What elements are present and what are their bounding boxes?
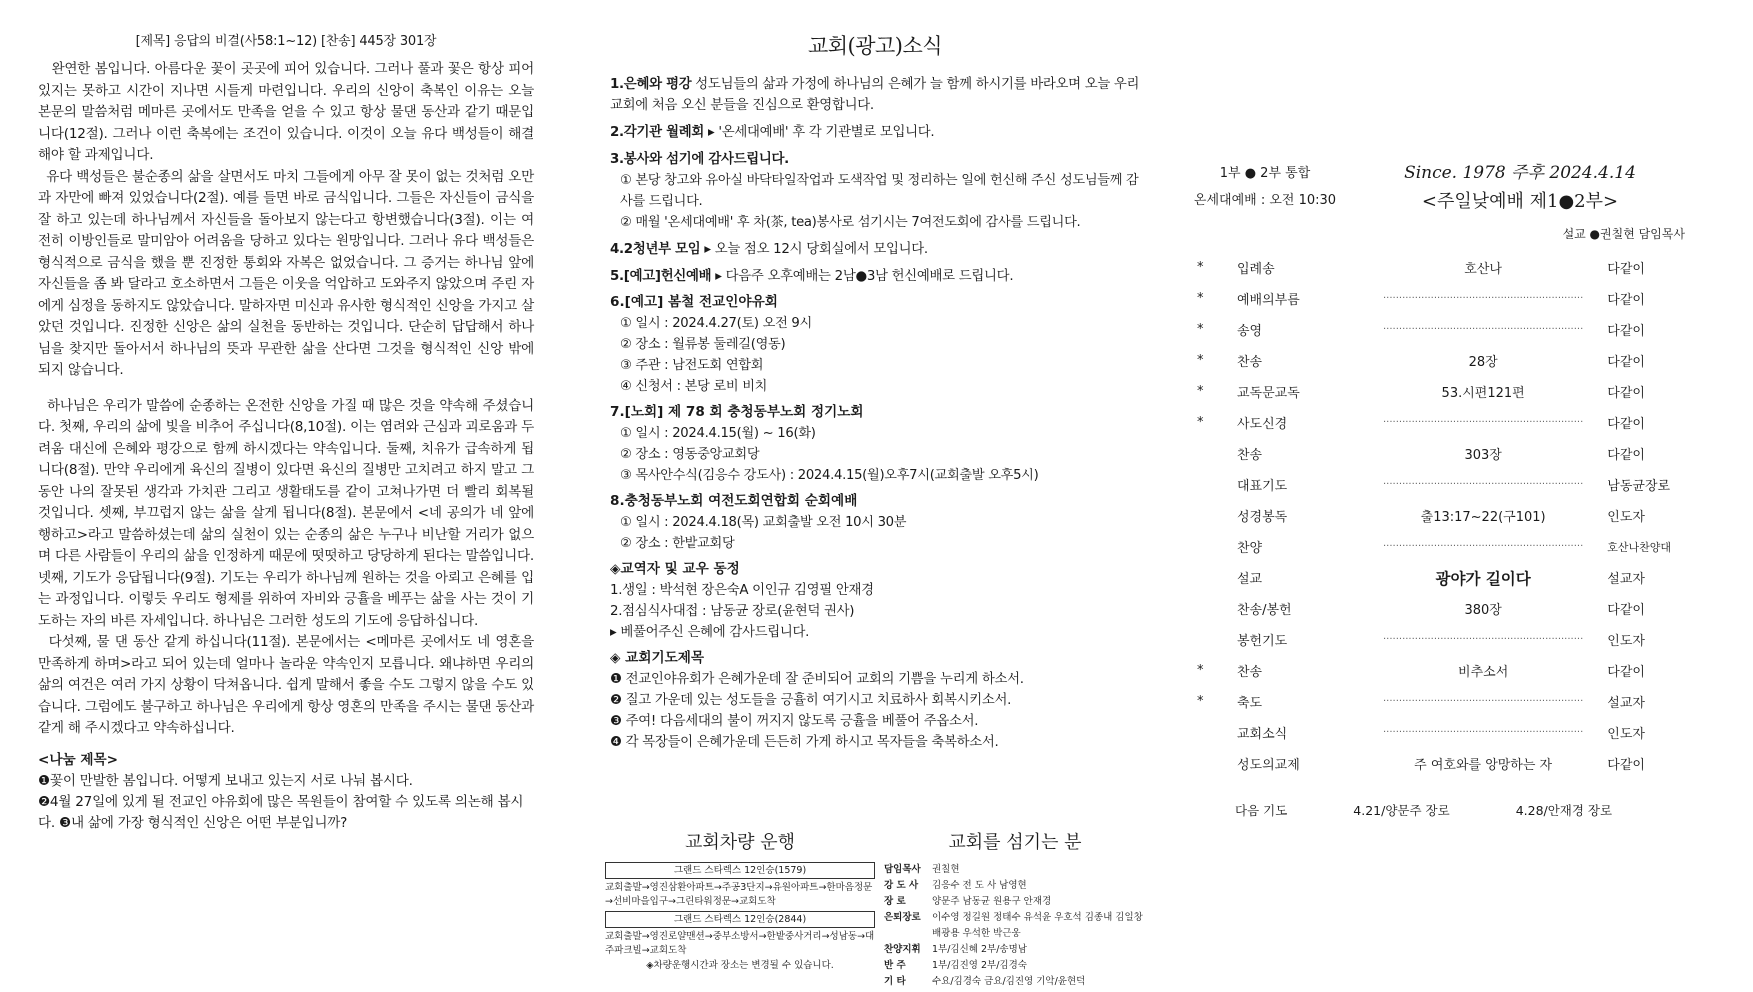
- server-row: 반 주 1부/김진영 2부/김경숙: [884, 960, 1027, 971]
- worship-row: [1175, 717, 1685, 748]
- worship-item-leader: 다같이: [1607, 665, 1645, 680]
- sermon-paragraph: 다섯째, 물 댄 동산 같게 하십니다(11절). 본문에서는 <메마른 곳에서도 네 영혼을 만족하게 하며>라고 되어 있는데 얼마나 놀라운 약속인지 모릅니다. 왜냐하면 우리의 삶의 여건은 여러 가지 상황이 닥쳐옵니다. 쉽게 말해서 좋을 수도 그렇지 않을 수도 있습니다. 그럼에도 불구하고 하나님은 우리에게 항상 영혼의 만족을 주시는 물댄 동산과 같게 해 주시겠다고 약속하십니다.: [38, 634, 534, 736]
- worship-title-block: [1355, 160, 1685, 217]
- worship-item-detail: ·······························································: [1383, 417, 1584, 428]
- worship-item-name: 교독문교독: [1237, 386, 1300, 401]
- service-time: 온세대예배 : 오전 10:30: [1193, 193, 1337, 208]
- news-subitem: ② 장소 : 영동중앙교회당: [620, 447, 760, 462]
- worship-item-detail: ·······························································: [1383, 293, 1584, 304]
- worship-star: [1175, 562, 1237, 593]
- worship-header: [1175, 160, 1685, 217]
- sermon-header: [제목] 응답의 비결(사58:1~12) [찬송] 445장 301장: [135, 34, 437, 49]
- worship-item-detail: ·······························································: [1383, 634, 1584, 645]
- worship-row: [1175, 531, 1685, 562]
- news-subitem: ② 매월 '온세대예배' 후 차(茶, tea)봉사로 섬기시는 7여전도회에 감사를 드립니다.: [620, 215, 1081, 230]
- worship-row: [1175, 624, 1685, 655]
- worship-star: *: [1197, 291, 1204, 306]
- next-prayer-1: 4.21/양문주 장로: [1353, 803, 1450, 818]
- worship-item-detail: ·······························································: [1383, 479, 1584, 490]
- bus-label: 그랜드 스타렉스 12인승(1579): [605, 862, 875, 879]
- worship-item-leader: 인도자: [1607, 727, 1645, 742]
- server-row: 찬양지휘 1부/김신혜 2부/송명남: [884, 944, 1027, 955]
- worship-star: [1175, 717, 1237, 748]
- share-item: ❶꽃이 만발한 봄입니다. 어떻게 보내고 있는지 서로 나눠 봅시다.: [38, 772, 413, 789]
- next-prayer-2: 4.28/안재경 장로: [1515, 803, 1613, 818]
- worship-item-leader: 다같이: [1607, 355, 1645, 370]
- servers-section: [884, 828, 1146, 990]
- service-info: [1175, 160, 1355, 214]
- worship-item-detail: 호산나: [1464, 262, 1502, 277]
- news-subitem: ① 일시 : 2024.4.15(월) ~ 16(화): [620, 426, 816, 441]
- worship-item-leader: 남동균장로: [1607, 479, 1671, 494]
- worship-table: [1175, 252, 1685, 779]
- worship-item-leader: 다같이: [1607, 603, 1645, 618]
- preacher: 설교 ●권칠현 담임목사: [1562, 227, 1685, 241]
- worship-row: [1175, 314, 1685, 345]
- prayer-item: ❶ 전교인야유회가 은혜가운데 잘 준비되어 교회의 기쁨을 누리게 하소서.: [610, 672, 1024, 687]
- worship-star: *: [1197, 322, 1204, 337]
- worship-item-leader: 다같이: [1607, 758, 1645, 773]
- worship-row: [1175, 345, 1685, 376]
- worship-item-name: 봉헌기도: [1237, 634, 1288, 649]
- worship-item-name: 찬송: [1237, 665, 1263, 680]
- news-item: 3.봉사와 섬기에 감사드립니다.: [610, 152, 789, 167]
- worship-item-name: 찬송: [1237, 448, 1263, 463]
- worship-star: *: [1197, 415, 1204, 430]
- news-subitem: ② 장소 : 한밭교회당: [620, 536, 735, 551]
- worship-order: [1175, 160, 1685, 819]
- staff-news-item: 1.생일 : 박석현 장은숙A 이인규 김영필 안재경: [610, 583, 874, 598]
- prayer-item: ❷ 질고 가운데 있는 성도들을 긍휼히 여기시고 치료하사 회복시키소서.: [610, 693, 1012, 708]
- worship-item-detail: 380장: [1464, 603, 1502, 618]
- worship-row: [1175, 283, 1685, 314]
- worship-item-leader: 다같이: [1607, 448, 1645, 463]
- worship-row: [1175, 438, 1685, 469]
- since-date: Since. 1978 주후 2024.4.14: [1404, 163, 1636, 183]
- worship-row: [1175, 686, 1685, 717]
- worship-item-name: 성경봉독: [1237, 510, 1288, 525]
- worship-row: [1175, 376, 1685, 407]
- worship-item-name: 찬양: [1237, 541, 1263, 556]
- vehicle-note: ◈차량운행시간과 장소는 변경될 수 있습니다.: [646, 960, 834, 971]
- worship-item-detail: ·······························································: [1383, 727, 1584, 738]
- worship-item-name: 성도의교제: [1237, 758, 1300, 773]
- worship-row: [1175, 748, 1685, 779]
- worship-item-leader: 다같이: [1607, 386, 1645, 401]
- news-item: 5.[예고]헌신예배 ▸ 다음주 오후예배는 2남●3남 헌신예배로 드립니다.: [610, 269, 1014, 284]
- worship-item-detail: ·······························································: [1383, 324, 1584, 335]
- worship-item-detail: 53.시편121편: [1441, 386, 1525, 401]
- worship-item-name: 사도신경: [1237, 417, 1288, 432]
- worship-item-detail: 비추소서: [1458, 665, 1509, 680]
- worship-item-leader: 설교자: [1607, 572, 1645, 587]
- worship-star: *: [1197, 353, 1204, 368]
- worship-star: [1175, 624, 1237, 655]
- next-prayer: [1235, 801, 1685, 819]
- worship-item-detail: 28장: [1468, 355, 1498, 370]
- worship-star: *: [1197, 694, 1204, 709]
- worship-star: [1175, 593, 1237, 624]
- worship-item-leader: 다같이: [1607, 293, 1645, 308]
- staff-news-item: ▸ 베풀어주신 은혜에 감사드립니다.: [610, 625, 810, 640]
- share-title: <나눔 제목>: [38, 751, 119, 768]
- next-prayer-label: 다음 기도: [1235, 803, 1288, 818]
- worship-title: <주일낮예배 제1●2부>: [1421, 191, 1619, 212]
- news-subitem: ③ 주관 : 남전도회 연합회: [620, 358, 764, 373]
- worship-item-name: 교회소식: [1237, 727, 1288, 742]
- worship-row: [1175, 500, 1685, 531]
- worship-item-leader: 다같이: [1607, 324, 1645, 339]
- prayer-title: ◈ 교회기도제목: [610, 650, 704, 666]
- worship-row: [1175, 469, 1685, 500]
- vehicle-title: 교회차량 운행: [684, 832, 796, 853]
- worship-item-name: 예배의부름: [1237, 293, 1300, 308]
- worship-star: *: [1197, 260, 1204, 275]
- news-item: 4.2청년부 모임 ▸ 오늘 점오 12시 당회실에서 모입니다.: [610, 242, 928, 257]
- worship-item-leader: 다같이: [1607, 417, 1645, 432]
- server-row: 장 로 양문주 남동균 원용구 안재경: [884, 896, 1052, 907]
- worship-item-name: 대표기도: [1237, 479, 1288, 494]
- worship-row: [1175, 407, 1685, 438]
- news-subitem: ③ 목사안수식(김응수 강도사) : 2024.4.15(월)오후7시(교회출발 오후5시): [620, 468, 1039, 483]
- news-item-presbytery: 7.[노회] 제 78 회 충청동부노회 정기노회: [610, 404, 864, 420]
- worship-item-leader: 호산나찬양대: [1607, 540, 1672, 554]
- worship-star: [1175, 500, 1237, 531]
- news-subitem: ② 장소 : 월류봉 둘레길(영동): [620, 337, 786, 352]
- worship-row: [1175, 252, 1685, 283]
- worship-item-detail: 광야가 길이다: [1435, 569, 1531, 588]
- bus-route: 교회출발→영진로얄맨션→중부소방서→한밭중사거리→성남동→대주파크빌→교회도착: [605, 931, 875, 956]
- worship-star: [1175, 531, 1237, 562]
- news-item: 2.각기관 월례회 ▸ '온세대예배' 후 각 기관별로 모입니다.: [610, 125, 935, 140]
- worship-item-detail: 주 여호와를 앙망하는 자: [1414, 758, 1553, 773]
- prayer-item: ❹ 각 목장들이 은혜가운데 든든히 가게 하시고 목자들을 축복하소서.: [610, 735, 999, 750]
- prayer-item: ❸ 주여! 다음세대의 불이 꺼지지 않도록 긍휼을 베풀어 주옵소서.: [610, 714, 979, 729]
- worship-star: *: [1197, 663, 1204, 678]
- news-subitem: ① 일시 : 2024.4.18(목) 교회출발 오전 10시 30분: [620, 515, 907, 530]
- worship-item-leader: 설교자: [1607, 696, 1645, 711]
- staff-news-title: ◈교역자 및 교우 동정: [610, 561, 740, 577]
- worship-item-name: 설교: [1237, 572, 1263, 587]
- worship-star: [1175, 438, 1237, 469]
- vehicle-section: [605, 828, 875, 974]
- service-combined: 1부 ● 2부 통합: [1219, 166, 1311, 181]
- worship-item-name: 찬송/봉헌: [1237, 603, 1292, 618]
- worship-row: [1175, 562, 1685, 593]
- news-subitem: ① 일시 : 2024.4.27(토) 오전 9시: [620, 316, 812, 331]
- news-item-picnic: 6.[예고] 봄철 전교인야유회: [610, 294, 778, 310]
- server-row: 담임목사 권칠현: [884, 864, 960, 875]
- news-subitem: ① 본당 창고와 유아실 바닥타일작업과 도색작업 및 정리하는 일에 헌신해 주신 성도님들께 감사를 드립니다.: [620, 173, 1139, 209]
- sermon-column: [38, 30, 534, 834]
- worship-item-leader: 인도자: [1607, 510, 1645, 525]
- worship-item-detail: 출13:17~22(구101): [1420, 510, 1546, 525]
- sermon-paragraph: 완연한 봄입니다. 아름다운 꽃이 곳곳에 피어 있습니다. 그러나 풀과 꽃은 항상 피어 있지는 못하고 시간이 지나면 시들게 마련입니다. 우리의 신앙이 축복인 이유는 오늘 본문의 말씀처럼 메마른 곳에서도 만족을 얻을 수 있고 항상 물댄 동산과 같기 때문입니다(12절). 그러나 이런 축복에는 조건이 있습니다. 이것이 오늘 유다 백성들이 해결해야 할 과제입니다.: [38, 61, 534, 163]
- worship-item-detail: ·······························································: [1383, 541, 1584, 552]
- server-row: 강 도 사 김응수 전 도 사 남영현: [884, 880, 1027, 891]
- news-title: 교회(광고)소식: [807, 34, 943, 58]
- worship-item-name: 입례송: [1237, 262, 1275, 277]
- worship-item-name: 송영: [1237, 324, 1263, 339]
- worship-item-name: 축도: [1237, 696, 1263, 711]
- worship-item-detail: ·······························································: [1383, 696, 1584, 707]
- worship-item-leader: 인도자: [1607, 634, 1645, 649]
- worship-item-leader: 다같이: [1607, 262, 1645, 277]
- bus-route: 교회출발→영진삼환아파트→주공3단지→유원아파트→한마음정문→선비마을입구→그린타워정문→교회도착: [605, 882, 873, 907]
- sermon-paragraph: 하나님은 우리가 말씀에 순종하는 온전한 신앙을 가질 때 많은 것을 약속해 주셨습니다. 첫째, 우리의 삶에 빛을 비추어 주십니다(8,10절). 이는 염려와 근심과 괴로움과 두려움 대신에 은혜와 평강으로 함께 하시겠다는 약속입니다. 둘째, 치유가 급속하게 됩니다(8절). 만약 우리에게 육신의 질병이 있다면 육신의 질병만 고치려고 하지 말고 그 동안 나의 잘못된 생각과 가치관 그리고 생활태도를 같이 고쳐나가면 더 빨리 회복될 것입니다. 셋째, 부끄럽지 않는 삶을 살게 됩니다(8절). 본문에서 <네 공의가 네 앞에 행하고>라고 말씀하셨는데 삶의 실천이 있는 순종의 삶은 누구나 비난할 거리가 없으며 다른 사람들이 우리의 삶을 인정하게 때문에 떳떳하고 당당하게 된다는 말씀입니다. 넷째, 기도가 응답됩니다(9절). 기도는 우리가 하나님께 원하는 것을 아뢰고 은혜를 입는 과정입니다. 이렇듯 우리도 형제를 위하여 자비와 긍휼을 베푸는 삶을 사는 것이 기도하는 자의 바른 자세입니다. 하나님은 그러한 성도의 기도에 응답하십니다.: [38, 397, 534, 629]
- news-subitem: ④ 신청서 : 본당 로비 비치: [620, 379, 768, 394]
- server-row: 기 타 수요/김경숙 금요/김진영 기악/윤현덕: [884, 976, 1086, 987]
- server-row: 은퇴장로 이수영 정길원 정태수 유석윤 우호석 김종내 김일창 배광용 우석한 박근웅: [884, 912, 1143, 939]
- news-item-womens-worship: 8.충청동부노회 여전도회연합회 순회예배: [610, 493, 858, 509]
- worship-star: [1175, 469, 1237, 500]
- share-item: ❷4월 27일에 있게 될 전교인 야유회에 많은 목원들이 참여할 수 있도록 의논해 봅시다. ❸내 삶에 가장 형식적인 신앙은 어떤 부분입니까?: [38, 793, 524, 831]
- servers-title: 교회를 섬기는 분: [948, 832, 1082, 853]
- worship-item-detail: 303장: [1464, 448, 1502, 463]
- worship-star: [1175, 748, 1237, 779]
- news-column: [610, 30, 1140, 753]
- worship-row: [1175, 655, 1685, 686]
- staff-news-item: 2.점심식사대접 : 남동균 장로(윤현덕 권사): [610, 604, 855, 619]
- worship-item-name: 찬송: [1237, 355, 1263, 370]
- bus-label: 그랜드 스타렉스 12인승(2844): [605, 911, 875, 928]
- worship-row: [1175, 593, 1685, 624]
- sermon-paragraph: 유다 백성들은 불순종의 삶을 살면서도 마치 그들에게 아무 잘 못이 없는 것처럼 오만과 자만에 빠져 있었습니다(2절). 예를 들면 바로 금식입니다. 그들은 자신들이 금식을 잘 하고 있는데 하나님께서 자신들을 돌아보지 않는다고 항변했습니다(3절). 이는 여전히 이방인들로 말미암아 어려움을 당하고 있다는 원망입니다. 그러나 유다 백성들은 형식적으로 금식을 했을 뿐 진정한 통회와 자복은 없었습니다. 그 증거는 하나님 앞에 자신들을 좀 봐 달라고 호소하면서 그들은 이웃을 억압하고 도와주지 않았으며 주린 자에게 심정을 동하지도 않았습니다. 말하자면 미신과 유사한 형식적인 신앙을 가지고 살았던 것입니다. 진정한 신앙은 삶의 실천을 동반하는 것입니다. 단순히 답답해서 하나님을 찾지만 돌아서서 하나님의 뜻과 무관한 삶을 산다면 그것을 형식적인 신앙 밖에 되지 않습니다.: [38, 168, 534, 378]
- worship-star: *: [1197, 384, 1204, 399]
- news-item: 1.은혜와 평강 성도님들의 삶과 가정에 하나님의 은혜가 늘 함께 하시기를 바라오며 오늘 우리교회에 처음 오신 분들을 진심으로 환영합니다.: [610, 77, 1140, 113]
